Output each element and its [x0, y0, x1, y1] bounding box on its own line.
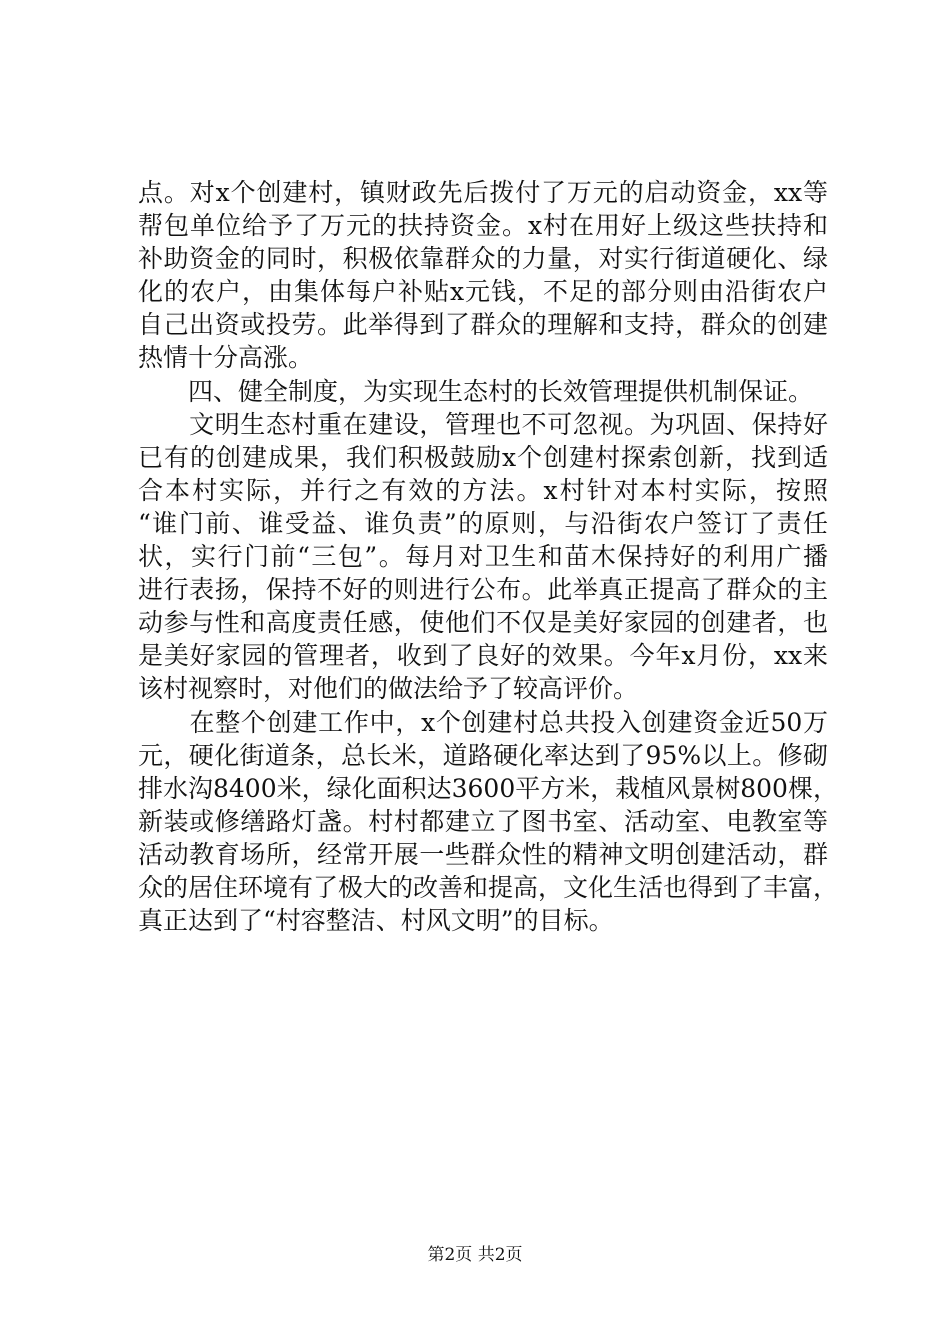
page-number-footer: 第2页 共2页 [427, 1245, 523, 1265]
text-line: 该村视察时，对他们的做法给予了较高评价。 [138, 674, 639, 704]
text-line: 元，硬化街道条，总长米，道路硬化率达到了95%以上。修砌 [138, 740, 828, 770]
text-line: 补助资金的同时，积极依靠群众的力量，对实行街道硬化、绿 [138, 244, 828, 274]
text-line: 众的居住环境有了极大的改善和提高，文化生活也得到了丰富， [138, 872, 839, 902]
text-line: 文明生态村重在建设，管理也不可忽视。为巩固、保持好 [138, 409, 828, 439]
text-line: 在整个创建工作中，x个创建村总共投入创建资金近50万 [138, 707, 828, 737]
text-line: 点。对x个创建村，镇财政先后拨付了万元的启动资金，xx等 [138, 178, 828, 207]
text-line: 合本村实际，并行之有效的方法。x村针对本村实际，按照 [138, 475, 828, 505]
section-heading: 四、健全制度，为实现生态村的长效管理提供机制保证。 [138, 376, 814, 406]
text-line: 动参与性和高度责任感，使他们不仅是美好家园的创建者，也 [138, 608, 828, 638]
text-line: 已有的创建成果，我们积极鼓励x个创建村探索创新，找到适 [138, 442, 828, 472]
text-line: 化的农户，由集体每户补贴x元钱，不足的部分则由沿街农户 [138, 277, 828, 307]
text-line: 真正达到了“村容整洁、村风文明”的目标。 [138, 906, 614, 936]
text-line: “谁门前、谁受益、谁负责”的原则，与沿街农户签订了责任 [138, 508, 828, 538]
text-line: 是美好家园的管理者，收到了良好的效果。今年x月份，xx来 [138, 641, 828, 671]
text-line: 状，实行门前“三包”。每月对卫生和苗木保持好的利用广播 [138, 542, 828, 572]
text-line: 新装或修缮路灯盏。村村都建立了图书室、活动室、电教室等 [138, 806, 828, 836]
text-line: 进行表扬，保持不好的则进行公布。此举真正提高了群众的主 [138, 575, 828, 605]
text-line: 自己出资或投劳。此举得到了群众的理解和支持，群众的创建 [138, 310, 828, 340]
document-body [138, 176, 839, 937]
text-line: 热情十分高涨。 [138, 343, 314, 373]
text-line: 活动教育场所，经常开展一些群众性的精神文明创建活动，群 [138, 839, 828, 869]
text-line: 排水沟8400米，绿化面积达3600平方米，栽植风景树800棵， [138, 773, 838, 803]
text-line: 帮包单位给予了万元的扶持资金。x村在用好上级这些扶持和 [138, 211, 828, 241]
